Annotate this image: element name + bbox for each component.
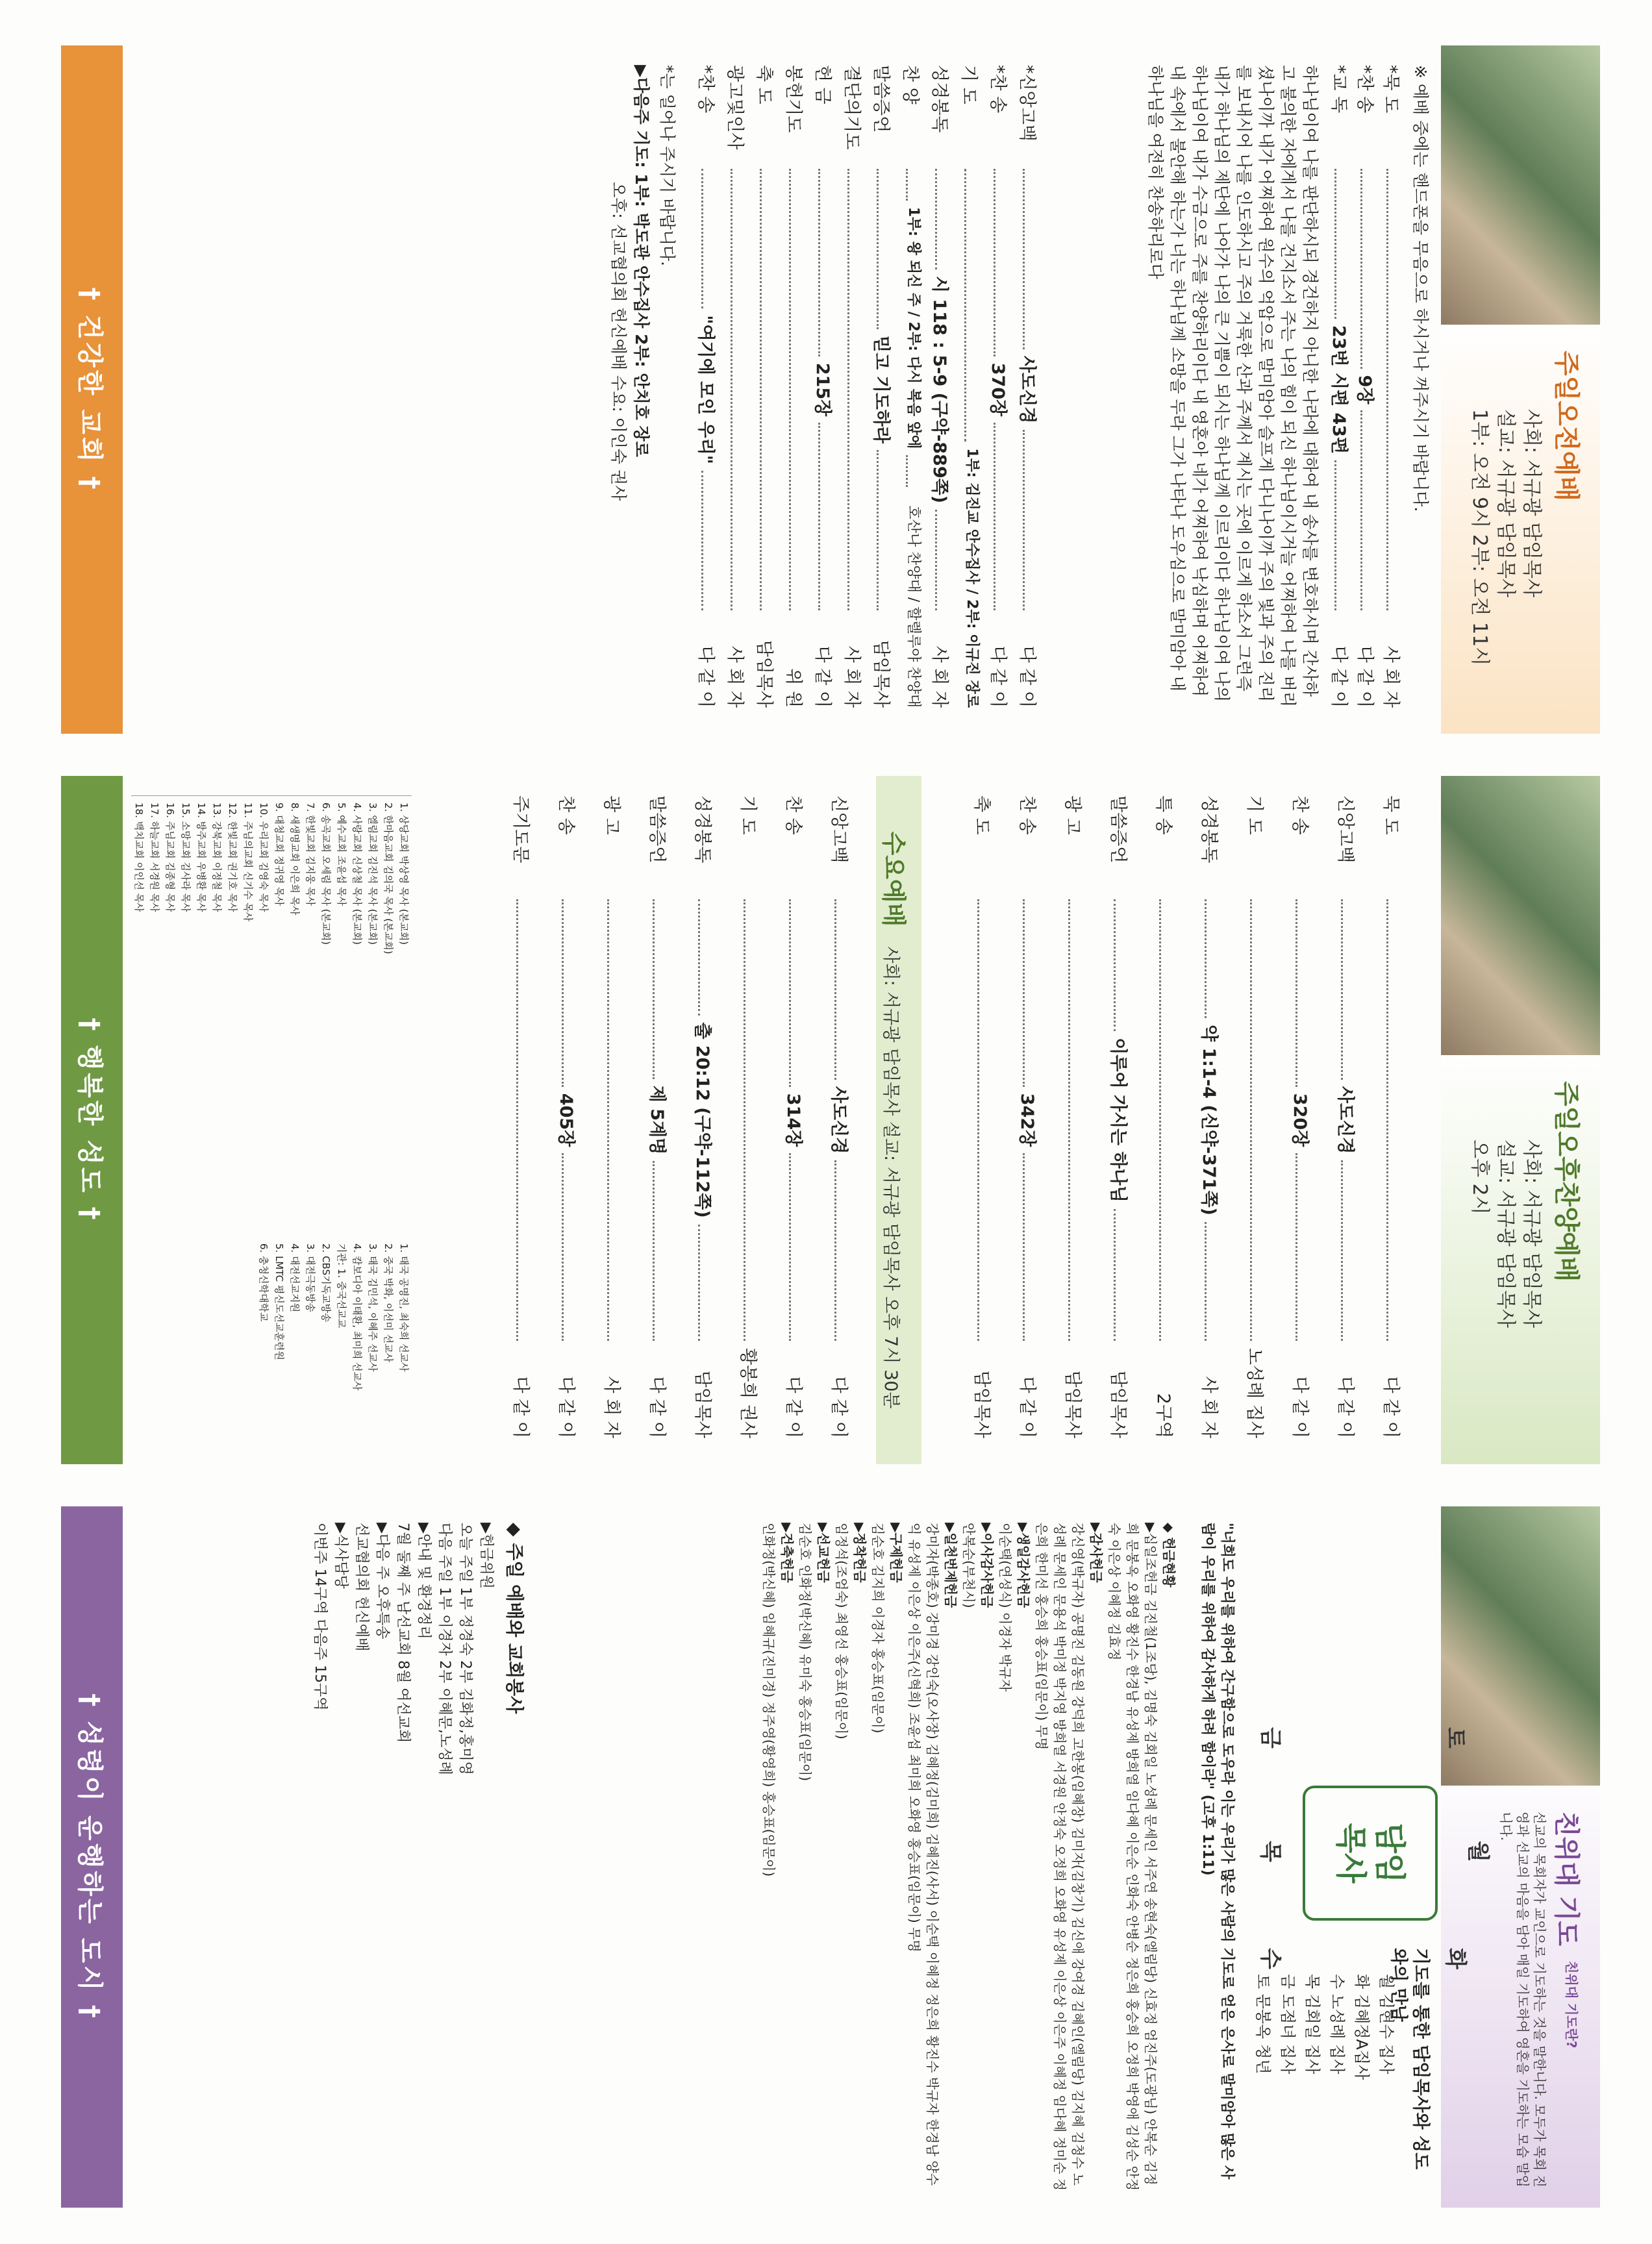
- afternoon-header: [1441, 776, 1600, 1464]
- list-item: 10. 우리교회 김영숙 목사: [258, 803, 269, 912]
- list-item: 13. 강북교회 이정철 목사: [211, 803, 223, 912]
- order-row: 찬 송 405장 다 같 이: [555, 795, 581, 1438]
- order-row: 신앙고백 사도신경 다 같 이: [828, 795, 853, 1438]
- order-row: 말씀증언 제 5계명 다 같 이: [646, 795, 671, 1438]
- order-row: 말씀증언 이루어 가시는 하나님 담임목사: [1107, 795, 1133, 1438]
- list-item: 2. 한마음교회 김의국 목사 (본교회): [382, 803, 394, 954]
- list-item: 17. 하늘교회 서경원 목사: [149, 803, 160, 912]
- afternoon-time: 오후 2시: [1468, 1140, 1491, 1215]
- offering-section: ◆ 헌금현황 ▶십일조헌금 김진철(1조당), 김명숙 김회일 노성례 문세인 서주연 송현숙(엘림당) 신효정 엄진주(도광님) 안복순 김정희 문봉옥 오화영 황진수 한경남 유성제 방희열 임다혜 이은순 인화숙 안병순 정은희 홍승희 오정희 박영애 김성순 안정숙 이은상 이혜정 김효정 ▶감사헌금 강신영(박규자) 공명진 김동원 강덕희 고한봉(임혜장) 김미자(김창기) 김신애 강여경 김혜인(엘림당) 김지혜 김청수 노성례 문세인 문용석 박미정 박지영 방희열 서경원 안정숙 오정희 오화영 유성제 이은상 이은주 이혜정 임다혜 정미순 정은희 한미선 홍승희 홍승표(임문이) 무명 ▶생일감사헌금 이순택(연성식) 이경자 박규자 ▶이사감사헌금 안복순(부천시) ▶일천번제헌금 강미자(박종호) 강미경 강인숙(오사장) 김혜정(김미희) 김혜진(사서) 이순택 이혜정 정은희 황진수 박규자 한경남 양수익 유성제 이은상 이은주(신혁희) 조윤섭 최미희 오화영 홍승표(임문이) 무명 ▶구제헌금 김순호 김지희 이경자 홍승표(임문이) ▶정착헌금 임정석(조엄숙) 최영선 홍승표(임문이) ▶선교헌금 김순호 인화정(박신혜) 유미숙 홍승표(임문이) ▶건축헌금 인화정(박신혜) 임혜규(진미경) 정주영(황영희) 홍승표(임문이): [761, 1523, 1177, 2191]
- morning-title: 주일오전예배: [1551, 351, 1581, 501]
- order-row: 찬 양 1부: 왕 되신 주 / 2부: 다시 복음 앞에 호산나 찬양대 / 할렐루야 찬양대: [899, 65, 925, 708]
- prayer-subtitle: 기도를 통한 담임목사와 성도와의 만남: [1388, 1948, 1431, 2170]
- list-item: 4. 사랑교회 신상철 목사 (본교회): [351, 803, 363, 945]
- order-row: 봉헌기도 위 원: [782, 65, 808, 708]
- order-row: 기 도 노성례 집사: [1244, 795, 1269, 1438]
- list-item: 16. 주님교회 김종형 목사: [164, 803, 176, 912]
- morning-host: 사회: 서규광 담임목사: [1520, 409, 1543, 597]
- list-item: 1. 태국 공명진, 최숙희 선교사: [398, 1243, 410, 1372]
- list-item: 7월 둘째 주 남선교회 8월 여선교회: [395, 1523, 411, 1743]
- list-item: 6. 송곡교회 오세림 목사 (본교회): [320, 803, 332, 945]
- footnote: *는 일어나 주시기 바랍니다.: [658, 65, 677, 266]
- choir-photo: [1441, 45, 1600, 325]
- order-row: 찬 송 342장 다 같 이: [1016, 795, 1042, 1438]
- day-tue: 화: [1442, 1948, 1468, 1969]
- order-row: 주기도문 다 같 이: [510, 795, 535, 1438]
- domestic-mission-list: [131, 795, 412, 1231]
- list-item: 12. 한빛교회 권기호 목사: [227, 803, 238, 912]
- order-row: 찬 송 314장 다 같 이: [782, 795, 808, 1438]
- day-mon: 월: [1465, 1841, 1491, 1862]
- morning-sermon: 설교: 서규광 담임목사: [1494, 409, 1517, 597]
- list-item: 금 도점녀 집사: [1279, 1974, 1297, 2075]
- list-item: 6. 충청신학대학교: [258, 1243, 269, 1322]
- responsive-reading: 하나님이여 나를 판단하시되 경건하지 아니한 나라에 대하여 내 송사를 변호하시며 간사하고 불의한 자에게서 나를 건지소서 주는 나의 힘이 되신 하나님이시거늘 어찌하여 나를 버리셨나이까 내가 어찌하여 원수의 억압으로 말미암아 슬프게 다니나이까 주의 빛과 주의 진리를 보내시어 나를 인도하시고 주의 거룩한 산과 주께서 계시는 곳에 이르게 하소서 그런즉 내가 하나님의 제단에 나아가 나의 큰 기쁨이 되시는 하나님께 이르리이다 하나님이여 나의 하나님이여 내가 수금으로 주를 찬양하리이다 내 영혼아 네가 어찌하여 낙심하며 어찌하여 내 속에서 불안해 하는가 너는 하나님께 소망을 두라 그가 나타나 도우심으로 말미암아 내 하나님을 여전히 찬송하리로다: [1146, 65, 1320, 707]
- list-item: ▶안내 및 환경정리: [416, 1523, 432, 1639]
- afternoon-service-panel: [61, 776, 1600, 1464]
- list-item: 수 노성례 집사: [1328, 1974, 1346, 2075]
- prayer-intro: 선교의 목회자가 교인으로 기도하는 것을 말한니다. 모두가 목회 진영과 선교의 마음을 담아 매일 기도하여 영혼을 기도하는 모습 말입니다.: [1498, 1812, 1547, 2188]
- verse: "너희도 우리를 위하여 간구함으로 도우라 이는 우리가 많은 사람의 기도로 얻은 은사로 말미암아 많은 사람이 우리를 위하여 감사하게 하려 함이라" (고후 1:11): [1199, 1523, 1235, 2180]
- list-item: ▶식사담당: [332, 1523, 349, 1589]
- day-wed: 수: [1257, 1948, 1283, 1969]
- afternoon-title: 주일오후찬양예배: [1551, 1081, 1581, 1282]
- order-row: 기 도 황봉희 권사: [737, 795, 762, 1438]
- list-item: 토 문봉옥 청년: [1254, 1974, 1272, 2075]
- order-row: 기 도 1부: 김진교 안수집사 / 2부: 이규진 장로: [958, 65, 983, 708]
- list-item: 15. 소망교회 김사라 목사: [180, 803, 192, 912]
- list-item: 8. 새생명교회 이은희 목사: [289, 803, 301, 916]
- list-item: 3. 엘림교회 김진석 목사 (본교회): [367, 803, 379, 945]
- list-item: 오늘 주일 1부 정경숙 2부 김화정,홍미영: [457, 1523, 473, 1775]
- pastor-box: 담임 목사: [1303, 1786, 1438, 1921]
- afternoon-sermon: 설교: 서규광 담임목사: [1494, 1140, 1517, 1328]
- day-sat: 토: [1442, 1727, 1468, 1749]
- order-row: 헌 금 215장 다 같 이: [812, 65, 837, 708]
- morning-times: 1부: 오전 9시 2부: 오전 11시: [1468, 409, 1491, 666]
- weekly-prayer-list: [1251, 1974, 1399, 2188]
- order-row: 성경봉독 출 20:12 (구약-112쪽) 담임목사: [692, 795, 717, 1438]
- list-item: 다음 주일 1부 이경자 2부 이혜문,노성례: [436, 1523, 453, 1775]
- order-row: *묵 도 사 회 자: [1380, 65, 1405, 708]
- day-thu: 목: [1257, 1841, 1283, 1862]
- order-row: *찬 송 370장 다 같 이: [987, 65, 1012, 708]
- list-item: 3. 태국 김민석, 이혜주 선교사: [367, 1243, 379, 1372]
- order-row: 찬 송 320장 다 같 이: [1289, 795, 1314, 1438]
- order-row: *교 독 23번 시편 43편 다 같 이: [1328, 65, 1353, 708]
- foreign-mission-list: [256, 1243, 412, 1458]
- order-row: 성경봉독 시 118 : 5-9 (구약-889쪽) 사 회 자: [929, 65, 954, 708]
- list-item: 9. 대청교회 정귀영 목사: [273, 803, 285, 906]
- order-row: 특 송 2구역: [1153, 795, 1178, 1438]
- wednesday-header: 수요예배사회: 서규광 담임목사 설교: 서규광 담임목사 오후 7시 30분: [876, 776, 921, 1464]
- order-row: 성경봉독 약 1:1-4 (신약-371쪽) 사 회 자: [1198, 795, 1223, 1438]
- next-prayer: ▶다음주 기도: 1부: 박도관 안수집사 2부: 안치호 장로: [632, 65, 651, 457]
- order-row: 광 고 담임목사: [1062, 795, 1087, 1438]
- list-item: 2. CBS기독교방송: [320, 1243, 332, 1323]
- list-item: 선교협의회 헌신예배: [353, 1523, 369, 1652]
- order-row: 축 도 담임목사: [971, 795, 996, 1438]
- list-item: 월 김현수 집사: [1377, 1974, 1395, 2075]
- list-item: 5. LMTC 평신도선교훈련원: [273, 1243, 285, 1360]
- list-item: 18. 백치교회 이인선 목사: [133, 803, 145, 912]
- list-item: 1. 상당교회 박상영 목사 (본교회): [398, 803, 410, 945]
- list-item: 7. 한빛교회 김지웅 목사: [305, 803, 316, 906]
- prayer-title-note: 친위대 기도란?: [1564, 1961, 1579, 2049]
- choir-photo: [1441, 776, 1600, 1055]
- panel-banner: † 건강한 교회 †: [61, 45, 123, 734]
- order-row: 광 고 사 회 자: [601, 795, 626, 1438]
- list-item: ▶다음 주 오후특송: [374, 1523, 390, 1639]
- duty-heading: ◆ 주일 예배와 교회봉사: [504, 1523, 525, 1714]
- morning-service-panel: [61, 45, 1600, 734]
- list-item: 기관: 1. 중국선교교: [336, 1243, 347, 1328]
- list-item: 4. 캄보디아 이태환, 최미희 선교사: [351, 1243, 363, 1391]
- list-item: 화 김혜정A집사: [1353, 1974, 1371, 2080]
- day-fri: 금: [1257, 1727, 1283, 1749]
- phone-note: ※ 예배 중에는 핸드폰을 무음으로 하시거나 꺼주시기 바랍니다.: [1411, 65, 1430, 512]
- order-row: 결단의기도 사 회 자: [841, 65, 866, 708]
- order-row: *찬 송 9장 다 같 이: [1354, 65, 1379, 708]
- prayer-panel: [61, 1506, 1600, 2208]
- order-row: 말씀증언 믿고 기도하라 담임목사: [870, 65, 895, 708]
- afternoon-host: 사회: 서규광 담임목사: [1520, 1140, 1543, 1328]
- morning-header: [1441, 45, 1600, 734]
- panel-banner: † 성령이 운행하는 도시 †: [61, 1506, 123, 2208]
- order-row: *찬 송 "여기에 모인 우리" 다 같 이: [695, 65, 720, 708]
- list-item: 목 김회일 집사: [1303, 1974, 1321, 2075]
- order-row: 묵 도 다 같 이: [1380, 795, 1405, 1438]
- duty-list: [309, 1523, 496, 2191]
- panel-banner: † 행복한 성도 †: [61, 776, 123, 1464]
- list-item: 5. 예수교회 조윤섭 목사: [336, 803, 347, 906]
- next-prayer-2: 오후: 선교협의회 헌신예배 수요: 이인숙 권사: [609, 182, 628, 501]
- list-item: 이번주 14구역 다음주 15구역: [312, 1523, 328, 1711]
- list-item: 4. 대전선교지원: [289, 1243, 301, 1313]
- list-item: 3. 대전극동방송: [305, 1243, 316, 1313]
- order-row: 광고및인사 사 회 자: [724, 65, 749, 708]
- list-item: 14. 방주교회 우병환 목사: [195, 803, 207, 912]
- list-item: 11. 주님의교회 신기수 목사: [242, 803, 254, 922]
- order-row: 축 도 담임목사: [753, 65, 779, 708]
- order-row: 신앙고백 사도신경 다 같 이: [1334, 795, 1360, 1438]
- list-item: ▶헌금위원: [478, 1523, 494, 1589]
- order-row: *신앙고백 사도신경 다 같 이: [1016, 65, 1042, 708]
- list-item: 2. 중국 박화, 이선미 선교사: [382, 1243, 394, 1363]
- prayer-title: 친위대 기도: [1551, 1812, 1581, 1947]
